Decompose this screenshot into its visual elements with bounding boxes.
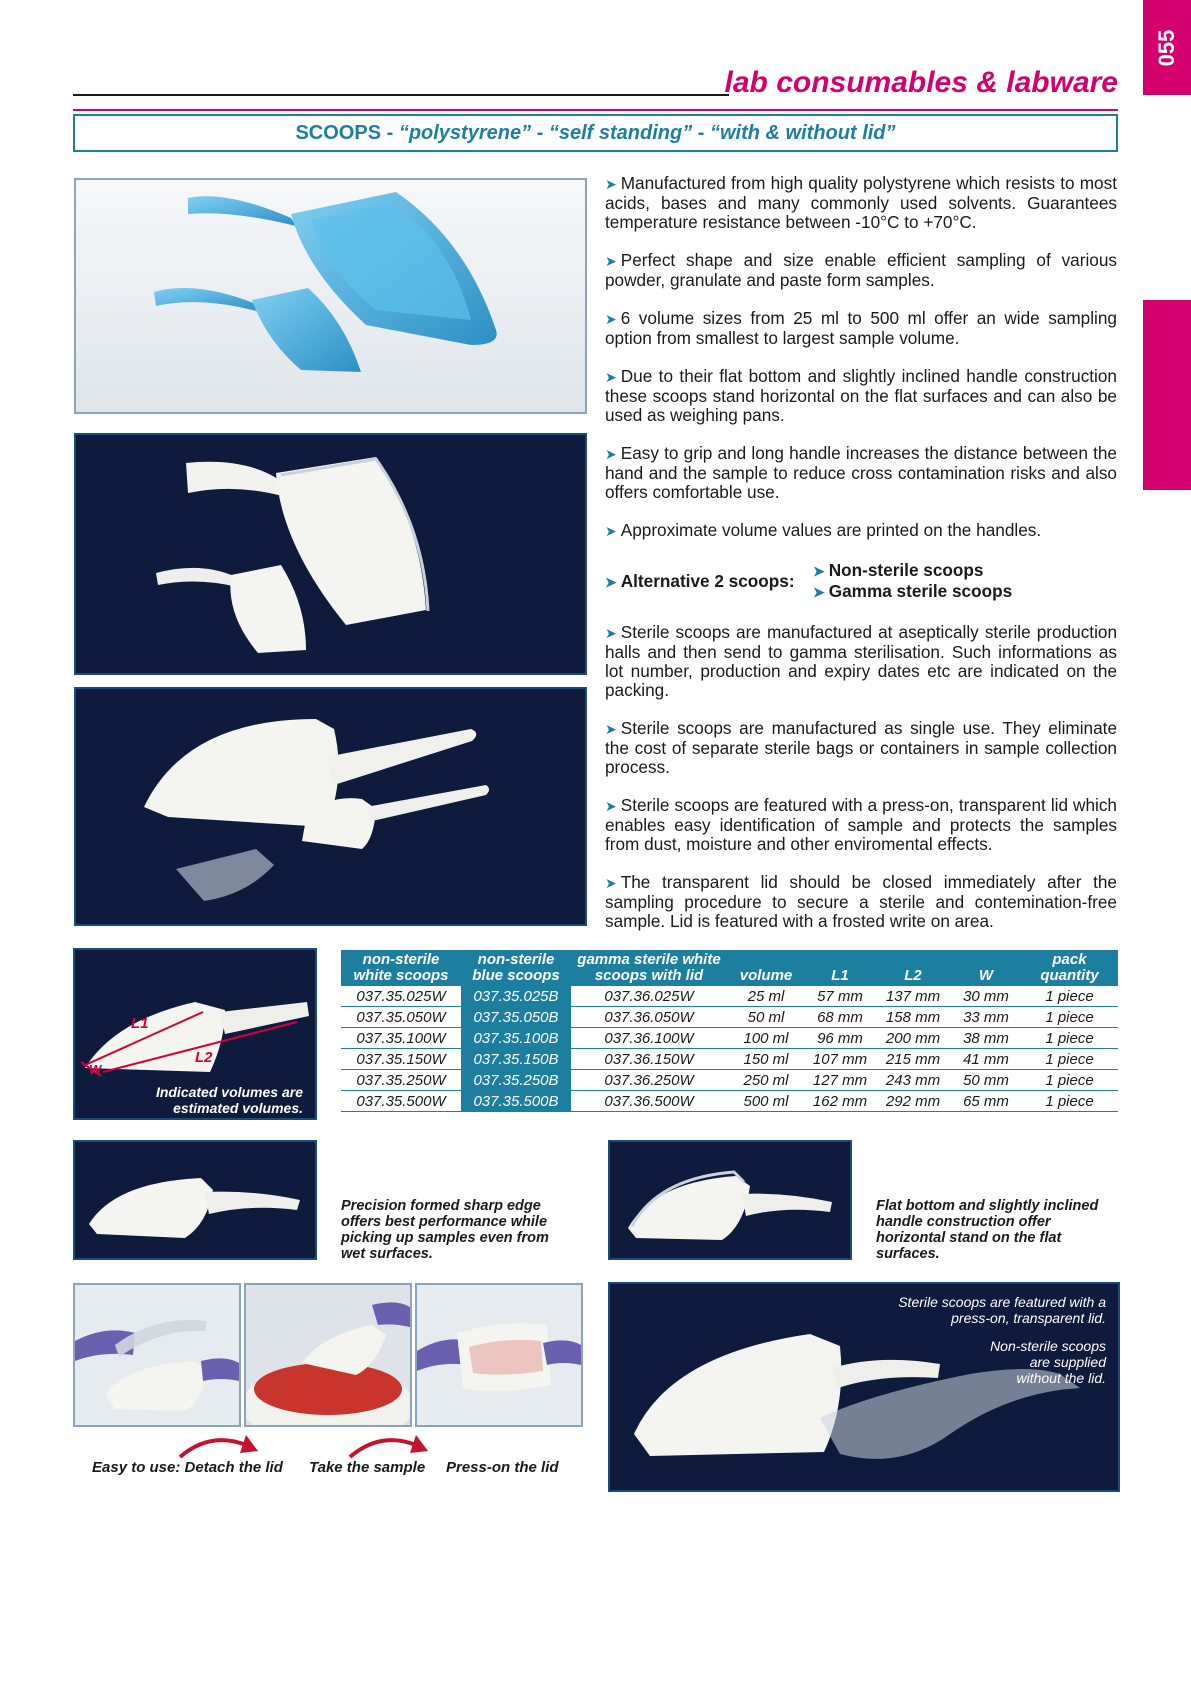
table-cell: 037.36.250W xyxy=(571,1070,727,1091)
table-cell: 1 piece xyxy=(1021,1070,1118,1091)
table-cell: 037.35.025B xyxy=(461,986,571,1007)
table-cell: 41 mm xyxy=(951,1049,1021,1070)
table-cell: 57 mm xyxy=(805,986,875,1007)
curved-arrow-icon xyxy=(180,1440,246,1457)
feature-list xyxy=(605,174,1117,950)
table-cell: 037.36.500W xyxy=(571,1091,727,1112)
table-cell: 037.35.150W xyxy=(341,1049,461,1070)
table-cell: 037.35.500B xyxy=(461,1091,571,1112)
product-title-sep: - xyxy=(531,122,549,144)
table-cell: 243 mm xyxy=(875,1070,951,1091)
step-take-sample-photo xyxy=(244,1283,412,1427)
table-cell: 037.35.150B xyxy=(461,1049,571,1070)
table-cell: 215 mm xyxy=(875,1049,951,1070)
column-header: non-sterile white scoops xyxy=(341,950,461,986)
table-cell: 200 mm xyxy=(875,1028,951,1049)
feature-item: ➤ Easy to grip and long handle increases the distance between the hand and the sample to reduce cross contamination risks and also offers comfortable use. xyxy=(605,443,1117,502)
table-row xyxy=(341,986,1118,1007)
feature-item: ➤ Approximate volume values are printed on the handles. xyxy=(605,520,1042,540)
product-title-box xyxy=(73,114,1118,152)
header-rule xyxy=(73,94,729,96)
flat-bottom-caption: Flat bottom and slightly inclined handle construction offer horizontal stand on the flat surfaces. xyxy=(876,1198,1099,1262)
table-cell: 50 mm xyxy=(951,1070,1021,1091)
table-cell: 500 ml xyxy=(727,1091,805,1112)
table-cell: 037.35.100W xyxy=(341,1028,461,1049)
arrow-right-icon: ➤ xyxy=(605,523,617,539)
table-cell: 1 piece xyxy=(1021,1028,1118,1049)
alternative-option: ➤ Non-sterile scoops xyxy=(813,560,984,580)
table-cell: 30 mm xyxy=(951,986,1021,1007)
feature-item: ➤ Perfect shape and size enable efficient sampling of various powder, granulate and paste form samples. xyxy=(605,250,1117,290)
table-cell: 33 mm xyxy=(951,1007,1021,1028)
dimension-label-w: W xyxy=(89,1062,102,1077)
table-cell: 037.36.100W xyxy=(571,1028,727,1049)
step-detach-lid-photo xyxy=(73,1283,241,1427)
step-press-lid-photo xyxy=(415,1283,583,1427)
table-cell: 68 mm xyxy=(805,1007,875,1028)
page-number-tab xyxy=(1143,0,1191,95)
table-cell: 037.36.050W xyxy=(571,1007,727,1028)
table-cell: 100 ml xyxy=(727,1028,805,1049)
sharp-edge-photo xyxy=(73,1140,317,1260)
table-cell: 107 mm xyxy=(805,1049,875,1070)
feature-item: ➤ Sterile scoops are manufactured as single use. They eliminate the cost of separate sterile bags or containers in sample collection process. xyxy=(605,718,1117,777)
step-label-press: Press-on the lid xyxy=(446,1459,559,1476)
table-cell: 037.35.050W xyxy=(341,1007,461,1028)
column-header: volume xyxy=(727,950,805,986)
table-cell: 50 ml xyxy=(727,1007,805,1028)
column-header: W xyxy=(951,950,1021,986)
table-cell: 158 mm xyxy=(875,1007,951,1028)
column-header: non-sterile blue scoops xyxy=(461,950,571,986)
magenta-divider xyxy=(73,109,1118,111)
table-cell: 65 mm xyxy=(951,1091,1021,1112)
table-cell: 037.35.050B xyxy=(461,1007,571,1028)
table-cell: 162 mm xyxy=(805,1091,875,1112)
column-header: pack quantity xyxy=(1021,950,1118,986)
table-header-row xyxy=(341,950,1118,986)
table-cell: 25 ml xyxy=(727,986,805,1007)
section-side-tab xyxy=(1143,300,1191,490)
column-header: L1 xyxy=(805,950,875,986)
step-label-take: Take the sample xyxy=(309,1459,426,1476)
lid-note: Sterile scoops are featured with a press-on, transparent lid. Non-sterile scoops are supplied without the lid. xyxy=(898,1294,1106,1386)
alternatives-options xyxy=(813,560,1012,602)
dimension-label-l2: L2 xyxy=(195,1049,213,1066)
table-cell: 037.35.025W xyxy=(341,986,461,1007)
arrow-right-icon: ➤ xyxy=(605,875,617,891)
table-cell: 037.35.100B xyxy=(461,1028,571,1049)
arrow-right-icon: ➤ xyxy=(605,625,617,641)
table-row xyxy=(341,1007,1118,1028)
table-cell: 037.36.150W xyxy=(571,1049,727,1070)
table-cell: 292 mm xyxy=(875,1091,951,1112)
sharp-edge-caption: Precision formed sharp edge offers best performance while picking up samples even from wet surfaces. xyxy=(341,1198,549,1262)
blue-scoops-photo xyxy=(74,178,587,414)
volume-note: Indicated volumes are estimated volumes. xyxy=(155,1084,303,1116)
scoop-and-lid-photo xyxy=(608,1282,1120,1492)
alternatives-label: ➤ Alternative 2 scoops: xyxy=(605,571,795,591)
table-row xyxy=(341,1028,1118,1049)
table-cell: 150 ml xyxy=(727,1049,805,1070)
feature-item: ➤ 6 volume sizes from 25 ml to 500 ml offer an wide sampling option from smallest to largest sample volume. xyxy=(605,308,1117,348)
column-header: L2 xyxy=(875,950,951,986)
product-title-spec: “polystyrene” xyxy=(398,122,532,144)
step-label-detach: Easy to use: Detach the lid xyxy=(92,1459,283,1476)
table-cell: 037.35.250B xyxy=(461,1070,571,1091)
table-cell: 1 piece xyxy=(1021,986,1118,1007)
product-title-spec: “with & without lid” xyxy=(710,122,896,144)
table-cell: 037.36.025W xyxy=(571,986,727,1007)
alternative-option: ➤ Gamma sterile scoops xyxy=(813,581,1013,601)
product-title-main: SCOOPS xyxy=(295,122,382,144)
feature-item: ➤ Sterile scoops are manufactured at aseptically sterile production halls and then send to gamma sterilisation. Such informations as lot number, production and expiry dates etc are indicated on the packing. xyxy=(605,622,1117,700)
arrow-right-icon: ➤ xyxy=(605,311,617,327)
column-header: gamma sterile white scoops with lid xyxy=(571,950,727,986)
table-cell: 137 mm xyxy=(875,986,951,1007)
table-row xyxy=(341,1091,1118,1112)
white-scoops-photo xyxy=(74,433,587,675)
flat-bottom-photo xyxy=(608,1140,852,1260)
table-row xyxy=(341,1049,1118,1070)
dimension-diagram xyxy=(73,948,317,1120)
feature-item: ➤ Manufactured from high quality polystyrene which resists to most acids, bases and many commonly used solvents. Guarantees temperature resistance between -10°C to +70°C. xyxy=(605,173,1117,232)
page-number: 055 xyxy=(1154,29,1179,67)
arrow-right-icon: ➤ xyxy=(605,446,617,462)
table-cell: 38 mm xyxy=(951,1028,1021,1049)
arrow-right-icon: ➤ xyxy=(813,563,825,579)
feature-item: ➤ The transparent lid should be closed immediately after the sampling procedure to secure a sterile and contemination-free sample. Lid is featured with a frosted write on area. xyxy=(605,872,1117,931)
table-cell: 1 piece xyxy=(1021,1007,1118,1028)
product-title-sep: - xyxy=(381,122,399,144)
table-row xyxy=(341,1070,1118,1091)
arrow-right-icon: ➤ xyxy=(605,574,617,590)
scoops-with-lid-photo xyxy=(74,687,587,926)
curved-arrow-icon xyxy=(350,1440,416,1457)
table-cell: 96 mm xyxy=(805,1028,875,1049)
table-cell: 1 piece xyxy=(1021,1091,1118,1112)
dimension-label-l1: L1 xyxy=(131,1015,149,1032)
feature-item: ➤ Due to their flat bottom and slightly inclined handle construction these scoops stand horizontal on the flat surfaces and can also be used as weighing pans. xyxy=(605,366,1117,425)
arrow-right-icon: ➤ xyxy=(605,721,617,737)
section-title: lab consumables & labware xyxy=(724,66,1118,99)
feature-item: ➤ Sterile scoops are featured with a press-on, transparent lid which enables easy identification of sample and protects the samples from dust, moisture and other enviromental effects. xyxy=(605,795,1117,854)
spec-table xyxy=(341,950,1118,1112)
arrow-right-icon: ➤ xyxy=(605,798,617,814)
table-cell: 037.35.500W xyxy=(341,1091,461,1112)
table-cell: 1 piece xyxy=(1021,1049,1118,1070)
arrow-right-icon: ➤ xyxy=(813,584,825,600)
alternatives-row xyxy=(605,560,1117,604)
table-cell: 250 ml xyxy=(727,1070,805,1091)
product-title-spec: “self standing” xyxy=(548,122,693,144)
product-title-sep: - xyxy=(692,122,710,144)
arrow-right-icon: ➤ xyxy=(605,176,617,192)
table-cell: 037.35.250W xyxy=(341,1070,461,1091)
arrow-right-icon: ➤ xyxy=(605,369,617,385)
table-cell: 127 mm xyxy=(805,1070,875,1091)
arrow-right-icon: ➤ xyxy=(605,253,617,269)
